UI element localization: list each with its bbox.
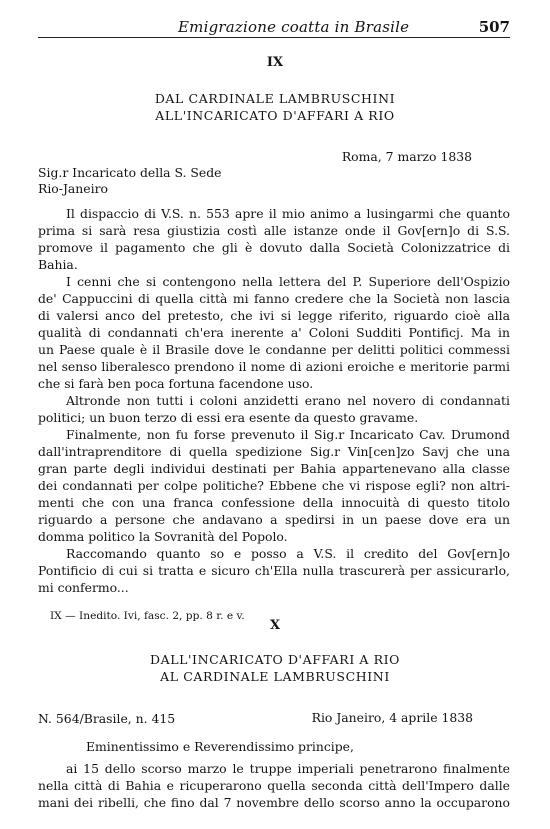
- doc9-heading-line-1: DAL CARDINALE LAMBRUSCHINI: [154, 91, 396, 106]
- doc9-addressee-line-1: Sig.r Incaricato della S. Sede: [38, 165, 222, 180]
- doc9-footnote: IX — Inedito. Ivi, fasc. 2, pp. 8 r. e v.: [50, 610, 245, 622]
- running-title: Emigrazione coatta in Brasile: [178, 18, 410, 36]
- doc10-heading-line-1: DALL'INCARICATO D'AFFARI A RIO: [149, 652, 401, 667]
- doc9-body-line: riguardo a persone che andavano a spedirsi in un paese dove era un: [38, 512, 510, 527]
- doc9-body-line: dall'intraprenditore di quella spedizione Sig.r Vin[cen]zo Savj che una: [38, 444, 510, 459]
- doc9-body-line: Pontificio di cui si tratta e sicuro ch'Ella nulla trascurerà per assicurarlo,: [38, 563, 510, 578]
- doc9-body-line: dei condannati per colpe politiche? Ebbene che vi rispose egli? non altri-: [38, 478, 510, 493]
- doc10-body-line: ai 15 dello scorso marzo le truppe imperiali penetrarono finalmente: [66, 761, 510, 776]
- doc9-body-line: politici; un buon terzo di essi era esente da questo gravame.: [38, 410, 419, 425]
- doc9-body-line: Il dispaccio di V.S. n. 553 apre il mio animo a lusingarmi che quanto: [66, 206, 510, 221]
- doc9-body-line: Raccomando quanto so e posso a V.S. il credito del Gov[ern]o: [66, 546, 510, 561]
- doc9-body-line: prima si sarà resa giustizia costì alle istanze onde il Gov[ern]o di S.S.: [38, 223, 510, 238]
- doc9-body-line: nel senso liberalesco prendono il nome di azioni eroiche e meritorie parmi: [38, 359, 510, 374]
- doc10-reference: N. 564/Brasile, n. 415: [38, 711, 176, 726]
- doc9-body-line: qualità di condannati ch'era inerente a' Coloni Sudditi Pontificj. Ma in: [38, 325, 510, 340]
- doc9-number: IX: [266, 55, 284, 70]
- doc9-body-line: che si farà ben poca fortuna facendone uso.: [38, 376, 314, 391]
- doc10-heading-line-2: AL CARDINALE LAMBRUSCHINI: [160, 669, 390, 684]
- doc9-place-date: Roma, 7 marzo 1838: [341, 149, 472, 164]
- header-rule: [38, 37, 510, 38]
- doc9-body-line: Finalmente, non fu forse prevenuto il Sig.r Incaricato Cav. Drumond: [66, 427, 510, 442]
- doc9-body-line: di valersi anco del pretesto, che ivi si legge riferito, riguardo cioè alla: [38, 308, 510, 323]
- doc10-place-date: Rio Janeiro, 4 aprile 1838: [311, 710, 473, 725]
- doc10-body-line: nella città di Bahia e ricuperarono quella seconda città dell'Impero dalle: [38, 778, 510, 793]
- doc9-body-line: de' Cappuccini di quella città mi fanno credere che la Società non lascia: [38, 291, 510, 306]
- doc9-heading-line-2: ALL'INCARICATO D'AFFARI A RIO: [155, 108, 395, 123]
- doc9-body-line: mi confermo...: [38, 580, 129, 595]
- doc9-body-line: Altronde non tutti i coloni anzidetti erano nel novero di condannati: [66, 393, 510, 408]
- doc10-body-line: mani dei ribelli, che fino dal 7 novembre dello scorso anno la occuparono: [38, 795, 510, 810]
- doc10-salutation: Eminentissimo e Reverendissimo principe,: [86, 739, 354, 754]
- doc9-body-line: Bahia.: [38, 257, 78, 272]
- page-number: 507: [478, 18, 510, 36]
- doc9-body-line: domma politico la Sovranità del Popolo.: [38, 529, 288, 544]
- doc9-body-line: promove il pagamento che gli è dovuto dalla Società Colonizzatrice di: [38, 240, 510, 255]
- running-header: [38, 14, 510, 36]
- doc9-body-line: gran parte degli individui destinati per Bahia appartenevano alla classe: [38, 461, 510, 476]
- doc9-body-line: un Paese quale è il Brasile dove le condanne per delitti politici commessi: [38, 342, 510, 357]
- doc9-body-line: I cenni che si contengono nella lettera del P. Superiore dell'Ospizio: [66, 274, 510, 289]
- doc9-body-line: menti che con una franca confessione della innocuità di questo titolo: [38, 495, 510, 510]
- doc10-number: X: [269, 618, 281, 633]
- doc9-addressee-line-2: Rio-Janeiro: [38, 181, 108, 196]
